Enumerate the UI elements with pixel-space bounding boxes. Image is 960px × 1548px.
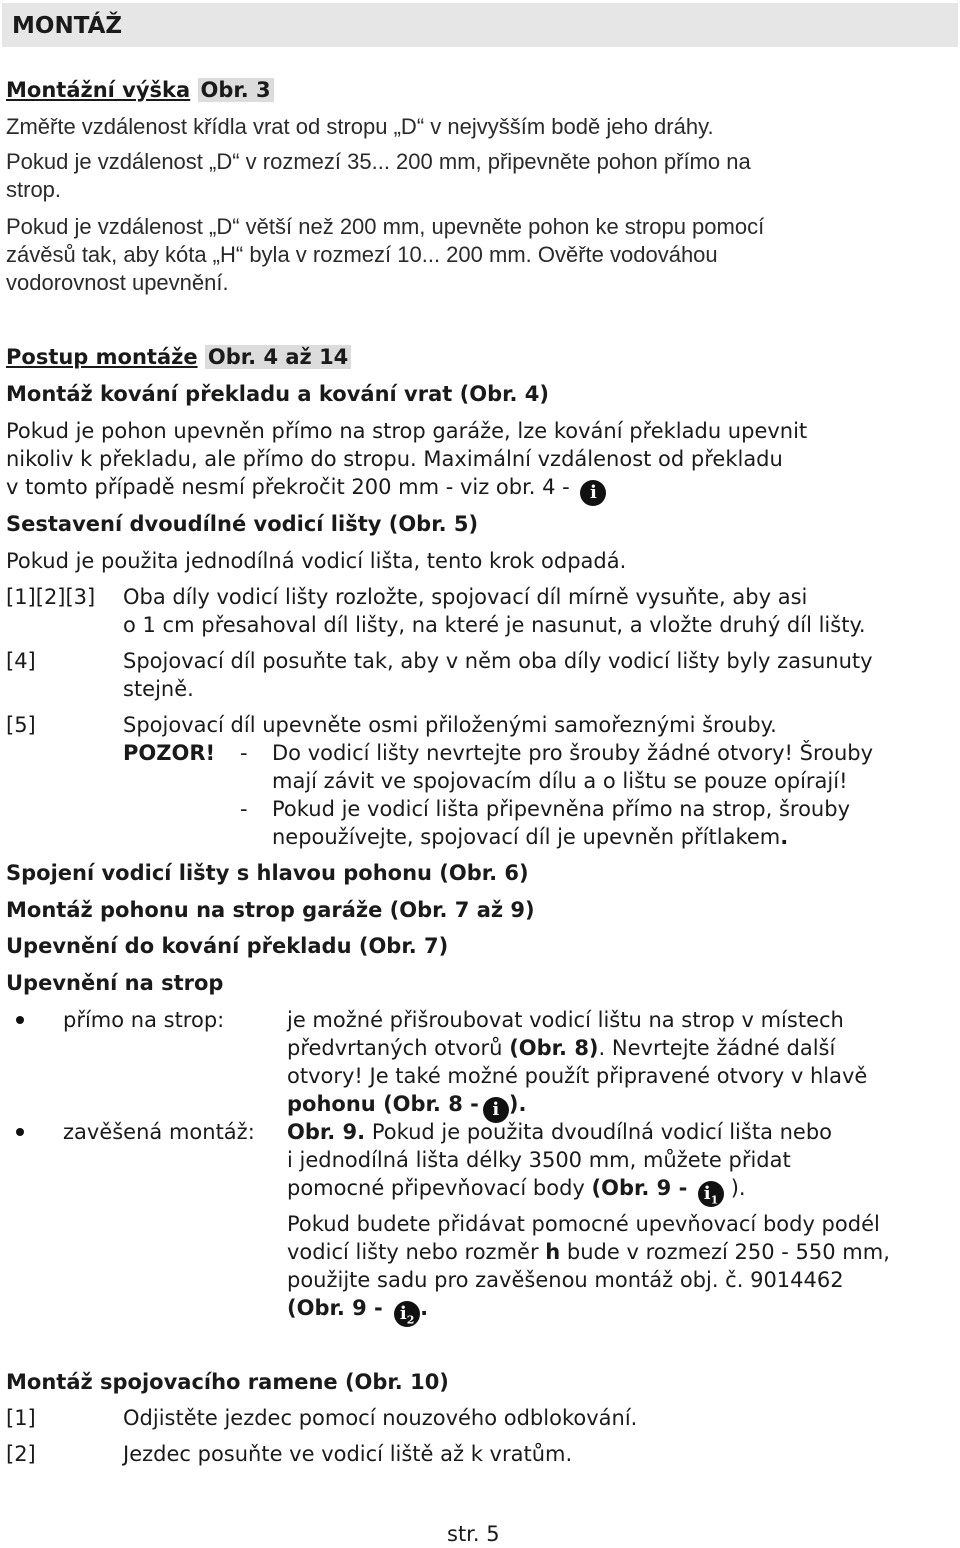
step-text: stejně. <box>123 677 194 701</box>
paragraph-line: v tomto případě nesmí překročit 200 mm - viz obr. 4 - i <box>6 473 606 506</box>
heading-mounting-height: Montážní výška Obr. 3 <box>6 76 274 104</box>
section-header-bar <box>2 3 958 47</box>
bullet-text: předvrtaných otvorů (Obr. 8). Nevrtejte žádné další <box>287 1036 836 1060</box>
page-number: str. 5 <box>447 1522 500 1546</box>
paragraph-line: vodorovnost upevnění. <box>6 270 229 295</box>
heading-guide-rail-assembly: Sestavení dvoudílné vodicí lišty (Obr. 5) <box>6 512 479 536</box>
info-icon: i <box>483 1097 509 1123</box>
paragraph-line: nikoliv k překladu, ale přímo do stropu. Maximální vzdálenost od překladu <box>6 447 783 471</box>
bullet-label: zavěšená montáž: <box>63 1120 255 1144</box>
step-label: [1] <box>6 1406 36 1430</box>
warning-label: POZOR! <box>123 741 216 765</box>
paragraph-line: závěsů tak, aby kóta „H“ byla v rozmezí 10... 200 mm. Ověřte vodováhou <box>6 242 718 267</box>
figure-ref: Obr. 4 až 14 <box>205 345 351 369</box>
heading-lintel-mount: Upevnění do kování překladu (Obr. 7) <box>6 934 449 958</box>
paragraph-line: Pokud je vzdálenost „D“ větší než 200 mm, upevněte pohon ke stropu pomocí <box>6 214 765 239</box>
warning-text: Pokud je vodicí lišta připevněna přímo na strop, šrouby <box>272 797 851 821</box>
warning-text: nepoužívejte, spojovací díl je upevněn přítlakem. <box>272 825 789 849</box>
page-title: MONTÁŽ <box>12 13 123 39</box>
figure-ref: Obr. 3 <box>198 78 274 102</box>
step-label: [5] <box>6 713 36 737</box>
bullet-text: (Obr. $9 - i_2$. <box>287 1296 429 1327</box>
bullet-label: přímo na strop: <box>63 1008 225 1032</box>
info-icon: i <box>580 480 606 506</box>
bullet-text: Obr. 9. Pokud je použita dvoudílná vodicí lišta nebo <box>287 1120 833 1144</box>
warning-dash: - <box>240 741 248 765</box>
paragraph-line: Změřte vzdálenost křídla vrat od stropu „D“ v nejvyšším bodě jeho dráhy. <box>6 114 714 139</box>
step-text: Spojovací díl upevněte osmi přiloženými samořeznými šrouby. <box>123 713 777 737</box>
info-icon-1: $i_1$ <box>698 1181 724 1207</box>
heading-lintel-fitting: Montáž kování překladu a kování vrat (Obr. 4) <box>6 382 549 406</box>
paragraph-line: Pokud je použita jednodílná vodicí lišta, tento krok odpadá. <box>6 549 627 573</box>
bullet-text: Pokud budete přidávat pomocné upevňovací body podél <box>287 1212 880 1236</box>
warning-dash: - <box>240 797 248 821</box>
heading-rail-to-head: Spojení vodicí lišty s hlavou pohonu (Obr. 6) <box>6 861 529 885</box>
step-text: Spojovací díl posuňte tak, aby v něm oba díly vodicí lišty byly zasunuty <box>123 649 873 673</box>
step-label: [2] <box>6 1442 36 1466</box>
warning-text: Do vodicí lišty nevrtejte pro šrouby žádné otvory! Šrouby <box>272 741 874 765</box>
paragraph-line: Pokud je pohon upevněn přímo na strop garáže, lze kování překladu upevnit <box>6 419 808 443</box>
heading-ceiling-mount: Montáž pohonu na strop garáže (Obr. 7 až 9) <box>6 898 535 922</box>
step-text: Odjistěte jezdec pomocí nouzového odblokování. <box>123 1406 638 1430</box>
bullet-text: pomocné připevňovací body (Obr. $9 - i_1$ ). <box>287 1176 746 1207</box>
heading-ceiling-fixing: Upevnění na strop <box>6 971 224 995</box>
info-icon-2: $i_2$ <box>394 1301 420 1327</box>
step-label: [1][2][3] <box>6 585 96 609</box>
step-text: o 1 cm přesahoval díl lišty, na které je nasunut, a vložte druhý díl lišty. <box>123 613 866 637</box>
paragraph-line: strop. <box>6 177 62 202</box>
bullet-text: použijte sadu pro zavěšenou montáž obj. č. 9014462 <box>287 1268 844 1292</box>
paragraph-line: Pokud je vzdálenost „D“ v rozmezí 35... 200 mm, připevněte pohon přímo na <box>6 149 751 174</box>
heading-installation-procedure: Postup montáže Obr. 4 až 14 <box>6 343 351 371</box>
bullet-text: pohonu (Obr. 8 - i ). <box>287 1090 526 1123</box>
warning-text: mají závit ve spojovacím dílu a o lištu se pouze opírají! <box>272 769 848 793</box>
bullet <box>16 1016 24 1024</box>
bullet-text: vodicí lišty nebo rozměr h bude v rozmezí 250 - 550 mm, <box>287 1240 890 1264</box>
step-text: Oba díly vodicí lišty rozložte, spojovací díl mírně vysuňte, aby asi <box>123 585 808 609</box>
bullet-text: otvory! Je také možné použít připravené otvory v hlavě <box>287 1064 868 1088</box>
step-label: [4] <box>6 649 36 673</box>
heading-connecting-arm: Montáž spojovacího ramene (Obr. 10) <box>6 1370 449 1394</box>
bullet-text: je možné přišroubovat vodicí lištu na strop v místech <box>287 1008 844 1032</box>
step-text: Jezdec posuňte ve vodicí liště až k vratům. <box>123 1442 573 1466</box>
bullet-text: i jednodílná lišta délky 3500 mm, můžete přidat <box>287 1148 791 1172</box>
bullet <box>16 1128 24 1136</box>
